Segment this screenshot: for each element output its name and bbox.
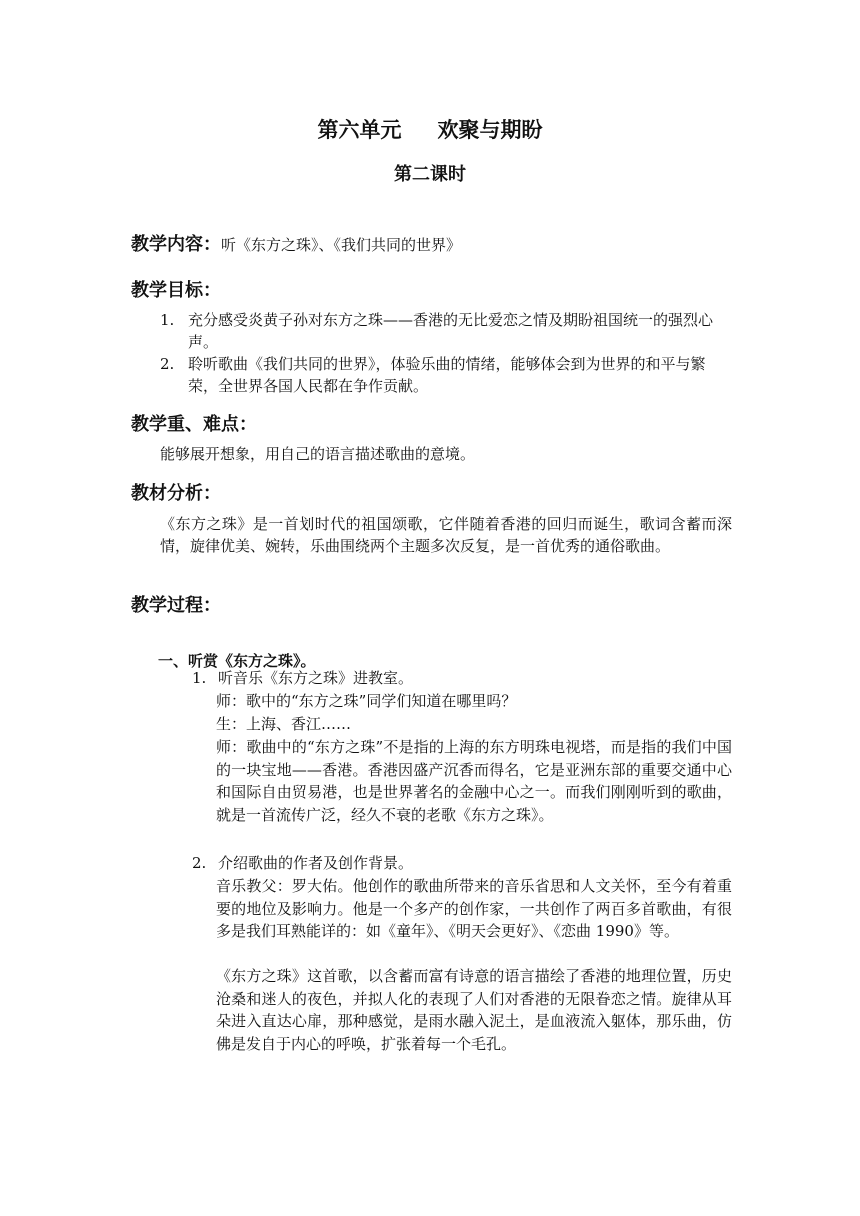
content-label: 教学内容：: [131, 234, 221, 255]
focus-text: 能够展开想象，用自己的语言描述歌曲的意境。: [160, 445, 476, 463]
content-text: 听《东方之珠》、《我们共同的世界》: [221, 236, 462, 254]
step-title: 听音乐《东方之珠》进教室。: [218, 669, 414, 687]
page-title: [0, 114, 860, 144]
step-1: [192, 667, 413, 689]
step-number: 1.: [192, 669, 207, 687]
step-title: 介绍歌曲的作者及创作背景。: [218, 854, 414, 872]
step-1-dialogue-1: 师：歌中的“东方之珠”同学们知道在哪里吗？: [216, 692, 517, 710]
step-1-dialogue-3: 师：歌曲中的“东方之珠”不是指的上海的东方明珠电视塔，而是指的我们中国的一块宝地——香港。香港因盛产沉香而得名，它是亚洲东部的重要交通中心和国际自由贸易港，也是世界著名的金融中心之一。而我们刚刚听到的歌曲，就是一首流传广泛，经久不衰的老歌《东方之珠》。: [216, 738, 732, 824]
section-heading: 一、听赏《东方之珠》。: [158, 652, 316, 670]
goal-item-2: [160, 353, 730, 397]
step-2-paragraph-1: 音乐教父：罗大佑。他创作的歌曲所带来的音乐省思和人文关怀，至今有着重要的地位及影响力。他是一个多产的创作家，一共创作了两百多首歌曲，有很多是我们耳熟能详的：如《童年》、《明天会更好》、《恋曲 1990》等。: [216, 877, 732, 940]
process-heading: 教学过程：: [131, 595, 221, 616]
step-1-dialogue-2: 生：上海、香江……: [216, 715, 352, 733]
step-2-paragraph-2: 《东方之珠》这首歌，以含蓄而富有诗意的语言描绘了香港的地理位置，历史沧桑和迷人的夜色，并拟人化的表现了人们对香港的无限眷恋之情。旋律从耳朵进入直达心扉，那种感觉，是雨水融入泥土，是血液流入躯体，那乐曲，仿佛是发自于内心的呼唤，扩张着每一个毛孔。: [216, 967, 732, 1053]
goal-number: 1.: [160, 311, 175, 329]
goal-number: 2.: [160, 355, 175, 373]
goals-heading: 教学目标：: [131, 280, 221, 301]
analysis-heading: 教材分析：: [131, 483, 221, 504]
analysis-text: 《东方之珠》是一首划时代的祖国颂歌，它伴随着香港的回归而诞生，歌词含蓄而深情，旋律优美、婉转，乐曲围绕两个主题多次反复，是一首优秀的通俗歌曲。: [160, 515, 732, 555]
goal-text: 充分感受炎黄子孙对东方之珠——香港的无比爱恋之情及期盼祖国统一的强烈心声。: [188, 311, 714, 351]
goal-text: 聆听歌曲《我们共同的世界》，体验乐曲的情绪，能够体会到为世界的和平与繁荣，全世界各国人民都在争作贡献。: [188, 355, 706, 395]
focus-heading: 教学重、难点：: [131, 414, 257, 435]
step-number: 2.: [192, 854, 207, 872]
step-2: [192, 852, 413, 874]
page-subtitle: 第二课时: [394, 164, 466, 185]
title-theme: 欢聚与期盼: [437, 118, 543, 142]
content-heading: [131, 230, 461, 256]
title-unit: 第六单元: [317, 118, 402, 142]
goal-item-1: [160, 309, 730, 353]
